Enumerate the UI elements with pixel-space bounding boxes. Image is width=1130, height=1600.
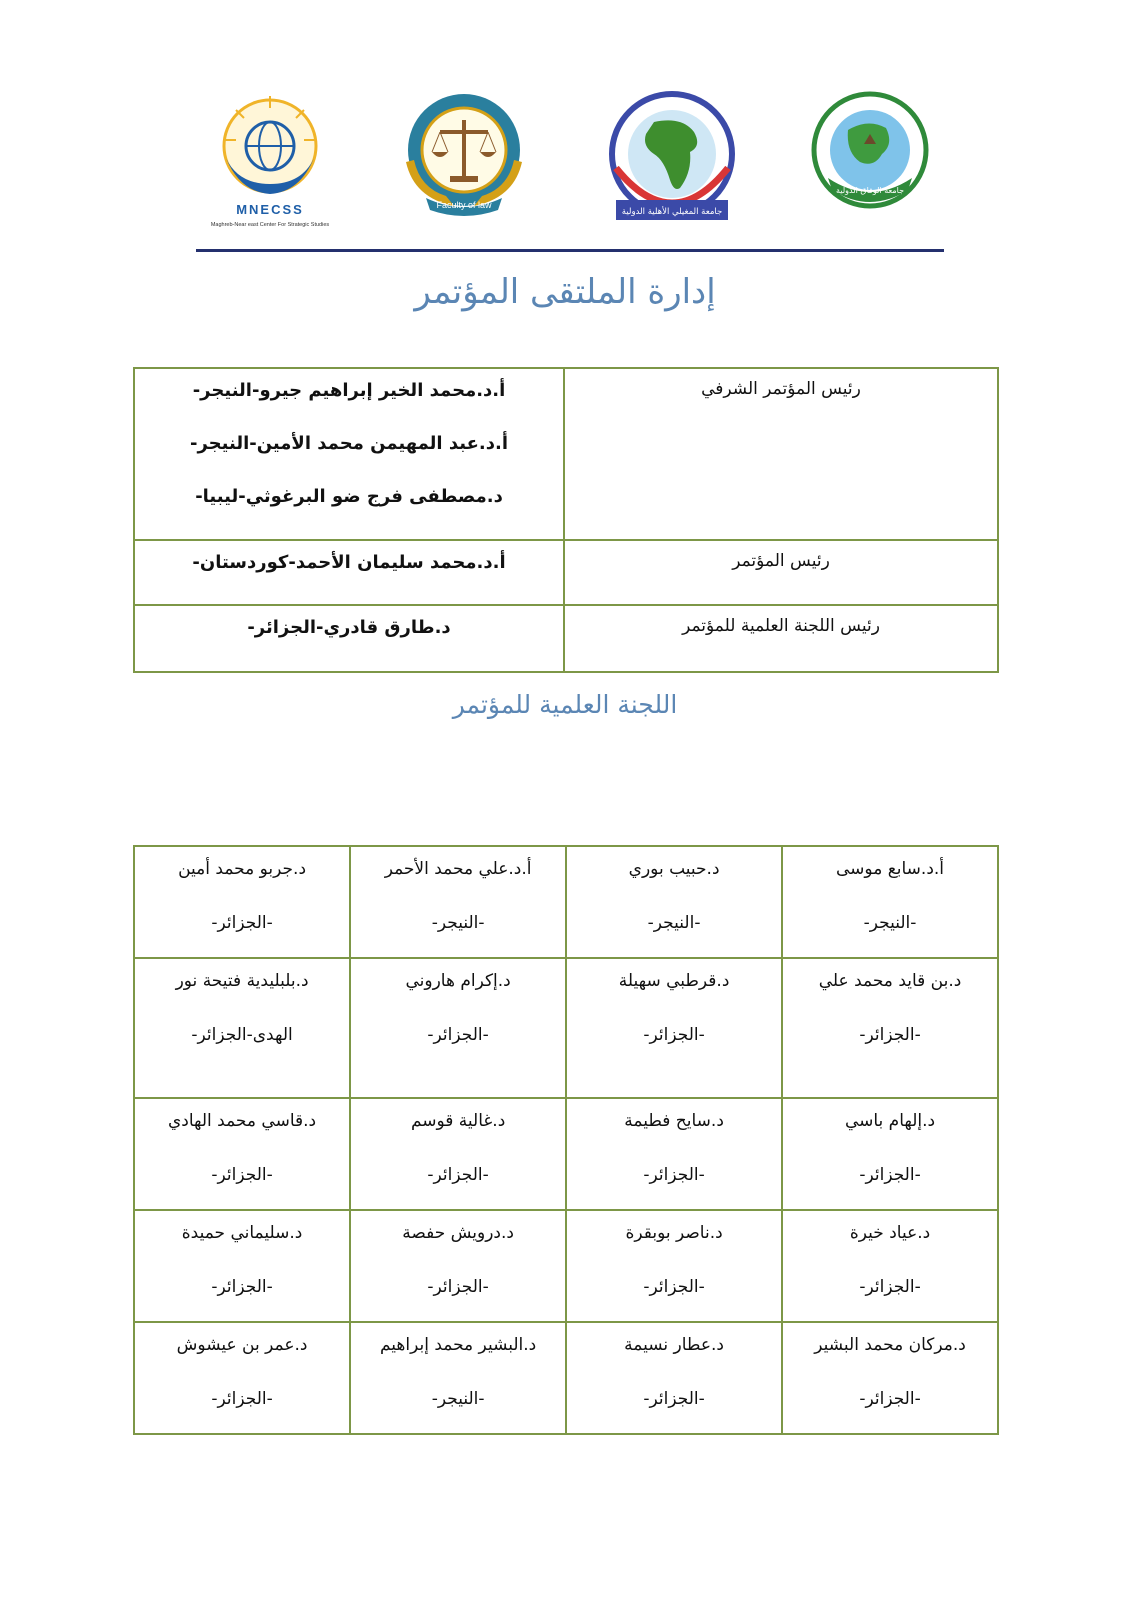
admin-table [133, 367, 999, 673]
faculty-of-law-logo [394, 88, 534, 220]
member-name: أ.د.محمد الخير إبراهيم جيرو-النيجر- [192, 380, 506, 401]
committee-table [133, 845, 999, 1435]
member-country: -الجزائر- [211, 1389, 273, 1409]
names-cell [134, 540, 564, 605]
member-cell [566, 958, 782, 1098]
member-cell [350, 1098, 566, 1210]
member-country: -الجزائر- [211, 913, 273, 933]
names-cell [134, 605, 564, 672]
member-country: -النيجر- [863, 913, 917, 933]
role-cell: رئيس المؤتمر [564, 540, 998, 605]
member-name: أ.د.علي محمد الأحمر [384, 859, 532, 879]
member-name: د.قاسي محمد الهادي [167, 1111, 317, 1131]
table-row [134, 846, 998, 958]
logo-strip [198, 88, 946, 238]
member-name: د.عمر بن عيشوش [176, 1335, 308, 1355]
scales-of-justice-icon [394, 88, 534, 220]
member-name: د.سليماني حميدة [181, 1223, 303, 1243]
member-country: -الجزائر- [859, 1165, 921, 1185]
entente-logo [808, 88, 932, 212]
member-cell [566, 846, 782, 958]
member-country: -الجزائر- [859, 1277, 921, 1297]
member-country: -الجزائر- [427, 1025, 489, 1045]
member-cell [134, 958, 350, 1098]
member-country: -الجزائر- [643, 1389, 705, 1409]
member-cell [350, 846, 566, 958]
member-name: د.إكرام هاروني [405, 971, 511, 991]
member-name: د.مركان محمد البشير [814, 1335, 966, 1355]
africa-map-icon [598, 88, 746, 228]
member-name: د.حبيب بوري [628, 859, 720, 879]
member-name: د.البشير محمد إبراهيم [379, 1335, 537, 1355]
table-row [134, 605, 998, 672]
member-name: أ.د.محمد سليمان الأحمد-كوردستان- [192, 552, 506, 573]
member-name: د.درويش حفصة [402, 1223, 514, 1243]
member-country: -الجزائر- [643, 1165, 705, 1185]
table-row [134, 540, 998, 605]
member-name: د.بلبليدية فتيحة نور [175, 971, 309, 991]
mnecss-logo-subtitle: Maghreb-Near east Center For Strategic Studies [210, 222, 330, 228]
member-cell [782, 958, 998, 1098]
member-country: -النيجر- [431, 913, 485, 933]
member-cell [782, 1210, 998, 1322]
mnecss-emblem-icon [210, 88, 330, 228]
al-maghili-logo [598, 88, 746, 228]
member-country: -الجزائر- [859, 1025, 921, 1045]
role-cell: رئيس اللجنة العلمية للمؤتمر [564, 605, 998, 672]
member-country: -النيجر- [431, 1389, 485, 1409]
member-cell [350, 1322, 566, 1434]
table-row [134, 1322, 998, 1434]
member-cell [134, 846, 350, 958]
member-country: -الجزائر- [859, 1389, 921, 1409]
member-name: أ.د.سابع موسى [836, 859, 945, 879]
member-name: د.مصطفى فرج ضو البرغوثي-ليبيا- [195, 486, 503, 507]
member-cell [350, 958, 566, 1098]
member-cell [782, 846, 998, 958]
member-cell [134, 1210, 350, 1322]
member-cell [566, 1210, 782, 1322]
admin-title: إدارة الملتقى المؤتمر [414, 272, 716, 312]
member-name: د.ناصر بوبقرة [625, 1223, 723, 1243]
member-country: -الجزائر- [643, 1277, 705, 1297]
member-name: د.سايح فطيمة [624, 1111, 724, 1131]
member-name: د.جربو محمد أمين [178, 859, 307, 879]
table-row [134, 1210, 998, 1322]
member-cell [782, 1098, 998, 1210]
member-name: د.بن قايد محمد علي [818, 971, 962, 991]
mnecss-logo-title: MNECSS [236, 202, 304, 217]
member-country: -النيجر- [647, 913, 701, 933]
member-name: د.إلهام باسي [844, 1111, 936, 1131]
table-row [134, 368, 998, 540]
member-country: الهدى-الجزائر- [191, 1025, 293, 1045]
header-divider [196, 249, 944, 252]
member-country: -الجزائر- [643, 1025, 705, 1045]
member-cell [566, 1322, 782, 1434]
role-cell: رئيس المؤتمر الشرفي [564, 368, 998, 540]
member-country: -الجزائر- [427, 1165, 489, 1185]
member-cell [350, 1210, 566, 1322]
member-name: د.طارق قادري-الجزائر- [247, 617, 451, 638]
committee-title: اللجنة العلمية للمؤتمر [452, 690, 678, 719]
member-name: د.عطار نسيمة [624, 1335, 724, 1355]
table-row [134, 958, 998, 1098]
member-cell [782, 1322, 998, 1434]
al-maghili-ribbon: جامعة المغيلي الأهلية الدولية [621, 207, 723, 217]
member-country: -الجزائر- [211, 1165, 273, 1185]
member-cell [134, 1322, 350, 1434]
entente-ribbon: جامعة الوفاق الدولية [835, 186, 905, 195]
member-country: -الجزائر- [211, 1277, 273, 1297]
member-cell [134, 1098, 350, 1210]
member-name: د.غالية قوسم [410, 1111, 506, 1131]
member-name: د.قرطبي سهيلة [618, 971, 730, 991]
faculty-of-law-ribbon: Faculty of law [436, 200, 492, 210]
member-name: أ.د.عبد المهيمن محمد الأمين-النيجر- [190, 433, 508, 454]
member-name: د.عياد خيرة [849, 1223, 931, 1243]
names-cell [134, 368, 564, 540]
globe-icon [808, 88, 932, 212]
table-row [134, 1098, 998, 1210]
mnecss-logo [210, 88, 330, 228]
member-cell [566, 1098, 782, 1210]
member-country: -الجزائر- [427, 1277, 489, 1297]
